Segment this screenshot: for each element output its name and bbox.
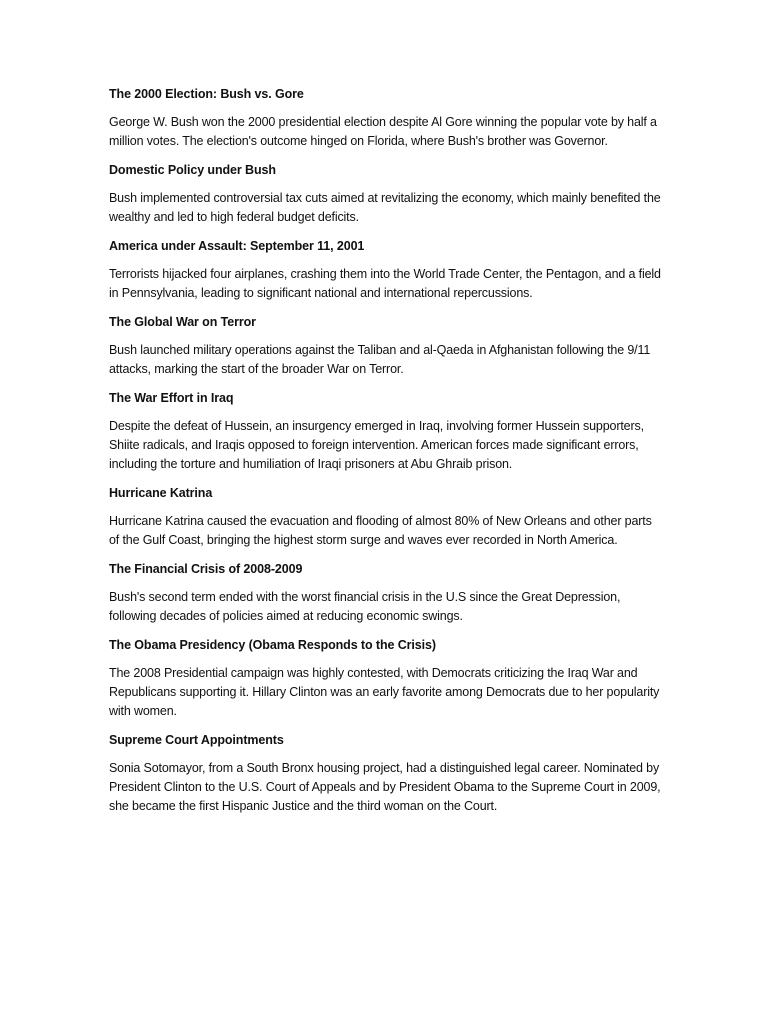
section-war-on-terror — [109, 313, 661, 379]
section-body: Bush launched military operations against the Taliban and al-Qaeda in Afghanistan following the 9/11 attacks, marking the start of the broader War on Terror. — [109, 343, 651, 376]
section-2000-election — [109, 85, 661, 151]
section-heading: The Obama Presidency (Obama Responds to the Crisis) — [109, 638, 436, 652]
section-iraq — [109, 389, 661, 474]
section-heading: The Financial Crisis of 2008-2009 — [109, 562, 303, 576]
section-heading: Domestic Policy under Bush — [109, 163, 276, 177]
section-heading: The Global War on Terror — [109, 315, 256, 329]
section-body: Bush's second term ended with the worst financial crisis in the U.S since the Great Depression, following decades of policies aimed at reducing economic swings. — [109, 590, 621, 623]
section-obama-presidency — [109, 636, 661, 721]
section-body: George W. Bush won the 2000 presidential election despite Al Gore winning the popular vote by half a million votes. The election's outcome hinged on Florida, where Bush's brother was Governor. — [109, 115, 657, 148]
section-heading: Supreme Court Appointments — [109, 733, 284, 747]
section-september-11 — [109, 237, 661, 303]
section-domestic-policy — [109, 161, 661, 227]
section-heading: The 2000 Election: Bush vs. Gore — [109, 87, 304, 101]
section-heading: America under Assault: September 11, 2001 — [109, 239, 365, 253]
section-financial-crisis — [109, 560, 661, 626]
section-heading: Hurricane Katrina — [109, 486, 213, 500]
section-supreme-court — [109, 731, 661, 816]
section-body: Bush implemented controversial tax cuts aimed at revitalizing the economy, which mainly benefited the wealthy and led to high federal budget deficits. — [109, 191, 661, 224]
section-body: Hurricane Katrina caused the evacuation and flooding of almost 80% of New Orleans and other parts of the Gulf Coast, bringing the highest storm surge and waves ever recorded in North America. — [109, 514, 652, 547]
section-body: The 2008 Presidential campaign was highly contested, with Democrats criticizing the Iraq War and Republicans supporting it. Hillary Clinton was an early favorite among Democrats due to her popularity with women. — [109, 666, 660, 718]
section-body: Despite the defeat of Hussein, an insurgency emerged in Iraq, involving former Hussein supporters, Shiite radicals, and Iraqis opposed to foreign intervention. American forces made significant errors, including the torture and humiliation of Iraqi prisoners at Abu Ghraib prison. — [109, 419, 644, 471]
section-body: Terrorists hijacked four airplanes, crashing them into the World Trade Center, the Pentagon, and a field in Pennsylvania, leading to significant national and international repercussions. — [109, 267, 661, 300]
section-body: Sonia Sotomayor, from a South Bronx housing project, had a distinguished legal career. Nominated by President Clinton to the U.S. Court of Appeals and by President Obama to the Supreme Court in 2009, she became the first Hispanic Justice and the third woman on the Court. — [109, 761, 661, 813]
document-page — [109, 85, 661, 826]
section-heading: The War Effort in Iraq — [109, 391, 234, 405]
section-hurricane-katrina — [109, 484, 661, 550]
